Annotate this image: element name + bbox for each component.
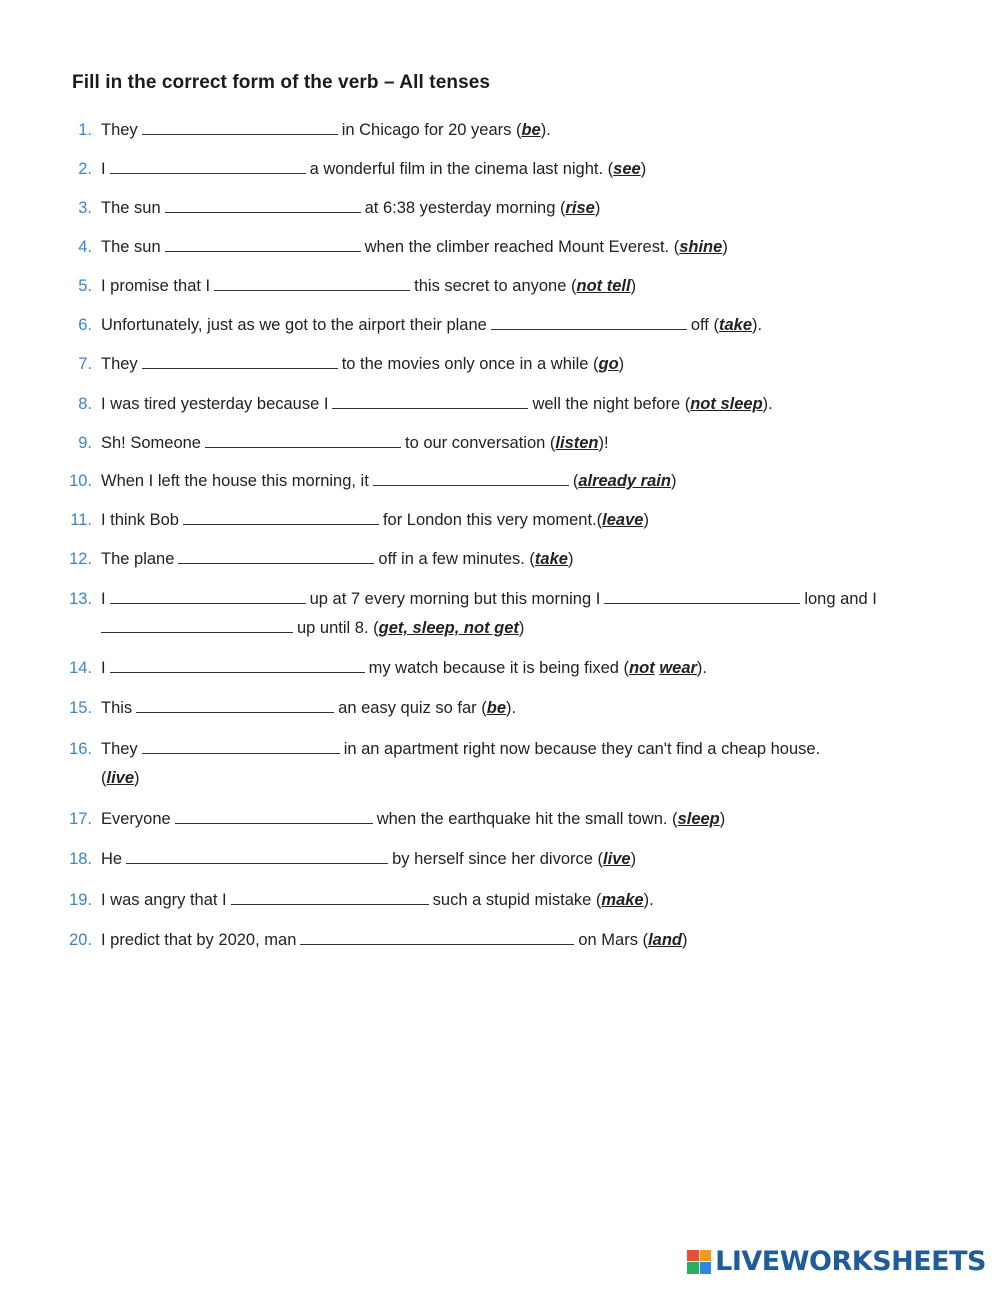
- verb-hint: take: [534, 550, 568, 568]
- question-number: 9.: [78, 434, 92, 452]
- question-text: ): [630, 277, 637, 295]
- question-text: Everyone: [101, 810, 171, 828]
- answer-blank[interactable]: [604, 588, 800, 604]
- question-text: He: [101, 850, 123, 868]
- verb-hint: wear: [659, 659, 697, 677]
- question-number: 17.: [69, 810, 92, 828]
- answer-blank[interactable]: [126, 848, 388, 864]
- answer-blank[interactable]: [165, 236, 361, 252]
- question-text: I was angry that I: [101, 891, 227, 909]
- liveworksheets-logo: [687, 1246, 986, 1277]
- answer-blank[interactable]: [175, 808, 373, 824]
- answer-blank[interactable]: [205, 432, 401, 448]
- question-text: I predict that by 2020, man: [101, 931, 297, 949]
- question-text: I: [101, 590, 106, 608]
- question-text: on Mars (: [578, 931, 649, 949]
- logo-text: LIVEWORKSHEETS: [715, 1246, 986, 1277]
- question-text: up until 8. (: [297, 619, 379, 637]
- question-number: 1.: [78, 121, 92, 139]
- question-number: 20.: [69, 931, 92, 949]
- question-text: in an apartment right now because they can't find a cheap house.: [343, 740, 821, 758]
- verb-hint: not: [629, 659, 655, 677]
- question-text: ): [640, 160, 647, 178]
- question-text: When I left the house this morning, it: [101, 472, 369, 490]
- question-text: Unfortunately, just as we got to the airport their plane: [101, 316, 487, 334]
- question-text: by herself since her divorce (: [392, 850, 604, 868]
- question-number: 10.: [69, 472, 92, 490]
- question-text: ).: [643, 891, 654, 909]
- question-number: 11.: [70, 511, 92, 529]
- answer-blank[interactable]: [300, 929, 574, 945]
- answer-blank[interactable]: [373, 470, 569, 486]
- verb-hint: not tell: [576, 277, 631, 295]
- answer-blank[interactable]: [231, 889, 429, 905]
- question-text: ).: [540, 121, 551, 139]
- verb-hint: leave: [602, 511, 644, 529]
- question-number: 3.: [78, 199, 92, 217]
- answer-blank[interactable]: [101, 617, 293, 633]
- question-text: up at 7 every morning but this morning I: [309, 590, 601, 608]
- verb-hint: already rain: [578, 472, 671, 490]
- question-number: 19.: [69, 891, 92, 909]
- question-number: 18.: [69, 850, 92, 868]
- question-number: 13.: [69, 590, 92, 608]
- question-number: 16.: [69, 740, 92, 758]
- question-text: The sun: [101, 238, 161, 256]
- question-text: ): [630, 850, 637, 868]
- question-text: I was tired yesterday because I: [101, 395, 329, 413]
- question-text: off (: [690, 316, 719, 334]
- verb-hint: live: [603, 850, 631, 868]
- verb-hint: live: [106, 769, 135, 787]
- question-text: ).: [762, 395, 773, 413]
- answer-blank[interactable]: [142, 738, 340, 754]
- answer-blank[interactable]: [136, 697, 334, 713]
- question-text: ): [567, 550, 574, 568]
- question-number: 4.: [78, 238, 92, 256]
- answer-blank[interactable]: [142, 119, 338, 135]
- answer-blank[interactable]: [165, 197, 361, 213]
- answer-blank[interactable]: [110, 158, 306, 174]
- question-text: The sun: [101, 199, 161, 217]
- question-text: ): [643, 511, 649, 529]
- question-text: when the earthquake hit the small town. (: [376, 810, 678, 828]
- question-text: at 6:38 yesterday morning (: [364, 199, 566, 217]
- question-text: a wonderful film in the cinema last night. (: [309, 160, 614, 178]
- question-text: I: [101, 659, 106, 677]
- verb-hint: not sleep: [690, 395, 763, 413]
- question-text: when the climber reached Mount Everest. (: [364, 238, 680, 256]
- question-number: 6.: [78, 316, 92, 334]
- question-text: well the night before (: [532, 395, 691, 413]
- verb-hint: rise: [565, 199, 595, 217]
- question-text: ): [670, 472, 677, 490]
- question-number: 5.: [78, 277, 92, 295]
- question-text: They: [101, 355, 138, 373]
- question-number: 15.: [69, 699, 92, 717]
- question-number: 12.: [69, 550, 92, 568]
- question-number: 7.: [78, 355, 92, 373]
- question-number: 2.: [78, 160, 92, 178]
- verb-hint: make: [601, 891, 644, 909]
- question-text: ).: [752, 316, 763, 334]
- question-text: ).: [696, 659, 708, 677]
- question-text: They: [101, 740, 138, 758]
- question-text: They: [101, 121, 138, 139]
- question-text: this secret to anyone (: [414, 277, 577, 295]
- question-text: ): [719, 810, 726, 828]
- question-text: )!: [598, 434, 609, 452]
- verb-hint: go: [598, 355, 619, 373]
- verb-hint: be: [521, 121, 541, 139]
- answer-blank[interactable]: [110, 657, 365, 673]
- verb-hint: be: [486, 699, 507, 717]
- verb-hint: take: [718, 316, 752, 334]
- question-text: ): [618, 355, 625, 373]
- verb-hint: listen: [555, 434, 599, 452]
- question-text: off in a few minutes. (: [378, 550, 535, 568]
- question-text: ): [134, 769, 140, 787]
- question-text: ): [722, 238, 728, 256]
- question-text: in Chicago for 20 years (: [341, 121, 522, 139]
- question-text: such a stupid mistake (: [432, 891, 602, 909]
- answer-blank[interactable]: [491, 314, 687, 330]
- verb-hint: see: [613, 160, 641, 178]
- question-text: (: [572, 472, 579, 490]
- question-text: ): [594, 199, 601, 217]
- question-text: This: [101, 699, 133, 717]
- question-text: I think Bob: [101, 511, 179, 529]
- worksheet-title: Fill in the correct form of the verb – All tenses: [72, 72, 491, 93]
- question-text: ): [518, 619, 525, 637]
- answer-blank[interactable]: [214, 275, 410, 291]
- question-text: ): [681, 931, 688, 949]
- question-text: to the movies only once in a while (: [341, 355, 599, 373]
- question-text: I promise that I: [101, 277, 211, 295]
- answer-blank[interactable]: [183, 509, 379, 525]
- question-text: (: [101, 769, 107, 787]
- question-text: to our conversation (: [404, 434, 556, 452]
- question-number: 14.: [69, 659, 92, 677]
- answer-blank[interactable]: [142, 353, 338, 369]
- question-number: 8.: [78, 395, 92, 413]
- verb-hint: sleep: [677, 810, 720, 828]
- answer-blank[interactable]: [110, 588, 306, 604]
- question-text: Sh! Someone: [101, 434, 201, 452]
- question-text: I: [101, 160, 106, 178]
- question-text: long and I: [804, 590, 877, 608]
- verb-hint: land: [648, 931, 682, 949]
- answer-blank[interactable]: [332, 393, 528, 409]
- verb-hint: get, sleep, not get: [378, 619, 519, 637]
- question-text: ).: [506, 699, 517, 717]
- question-text: an easy quiz so far (: [338, 699, 487, 717]
- liveworksheets-logo-icon: [687, 1250, 711, 1274]
- question-text: for London this very moment.(: [382, 511, 603, 529]
- verb-hint: shine: [679, 238, 723, 256]
- answer-blank[interactable]: [178, 548, 374, 564]
- question-text: The plane: [101, 550, 175, 568]
- question-text: my watch because it is being fixed (: [368, 659, 630, 677]
